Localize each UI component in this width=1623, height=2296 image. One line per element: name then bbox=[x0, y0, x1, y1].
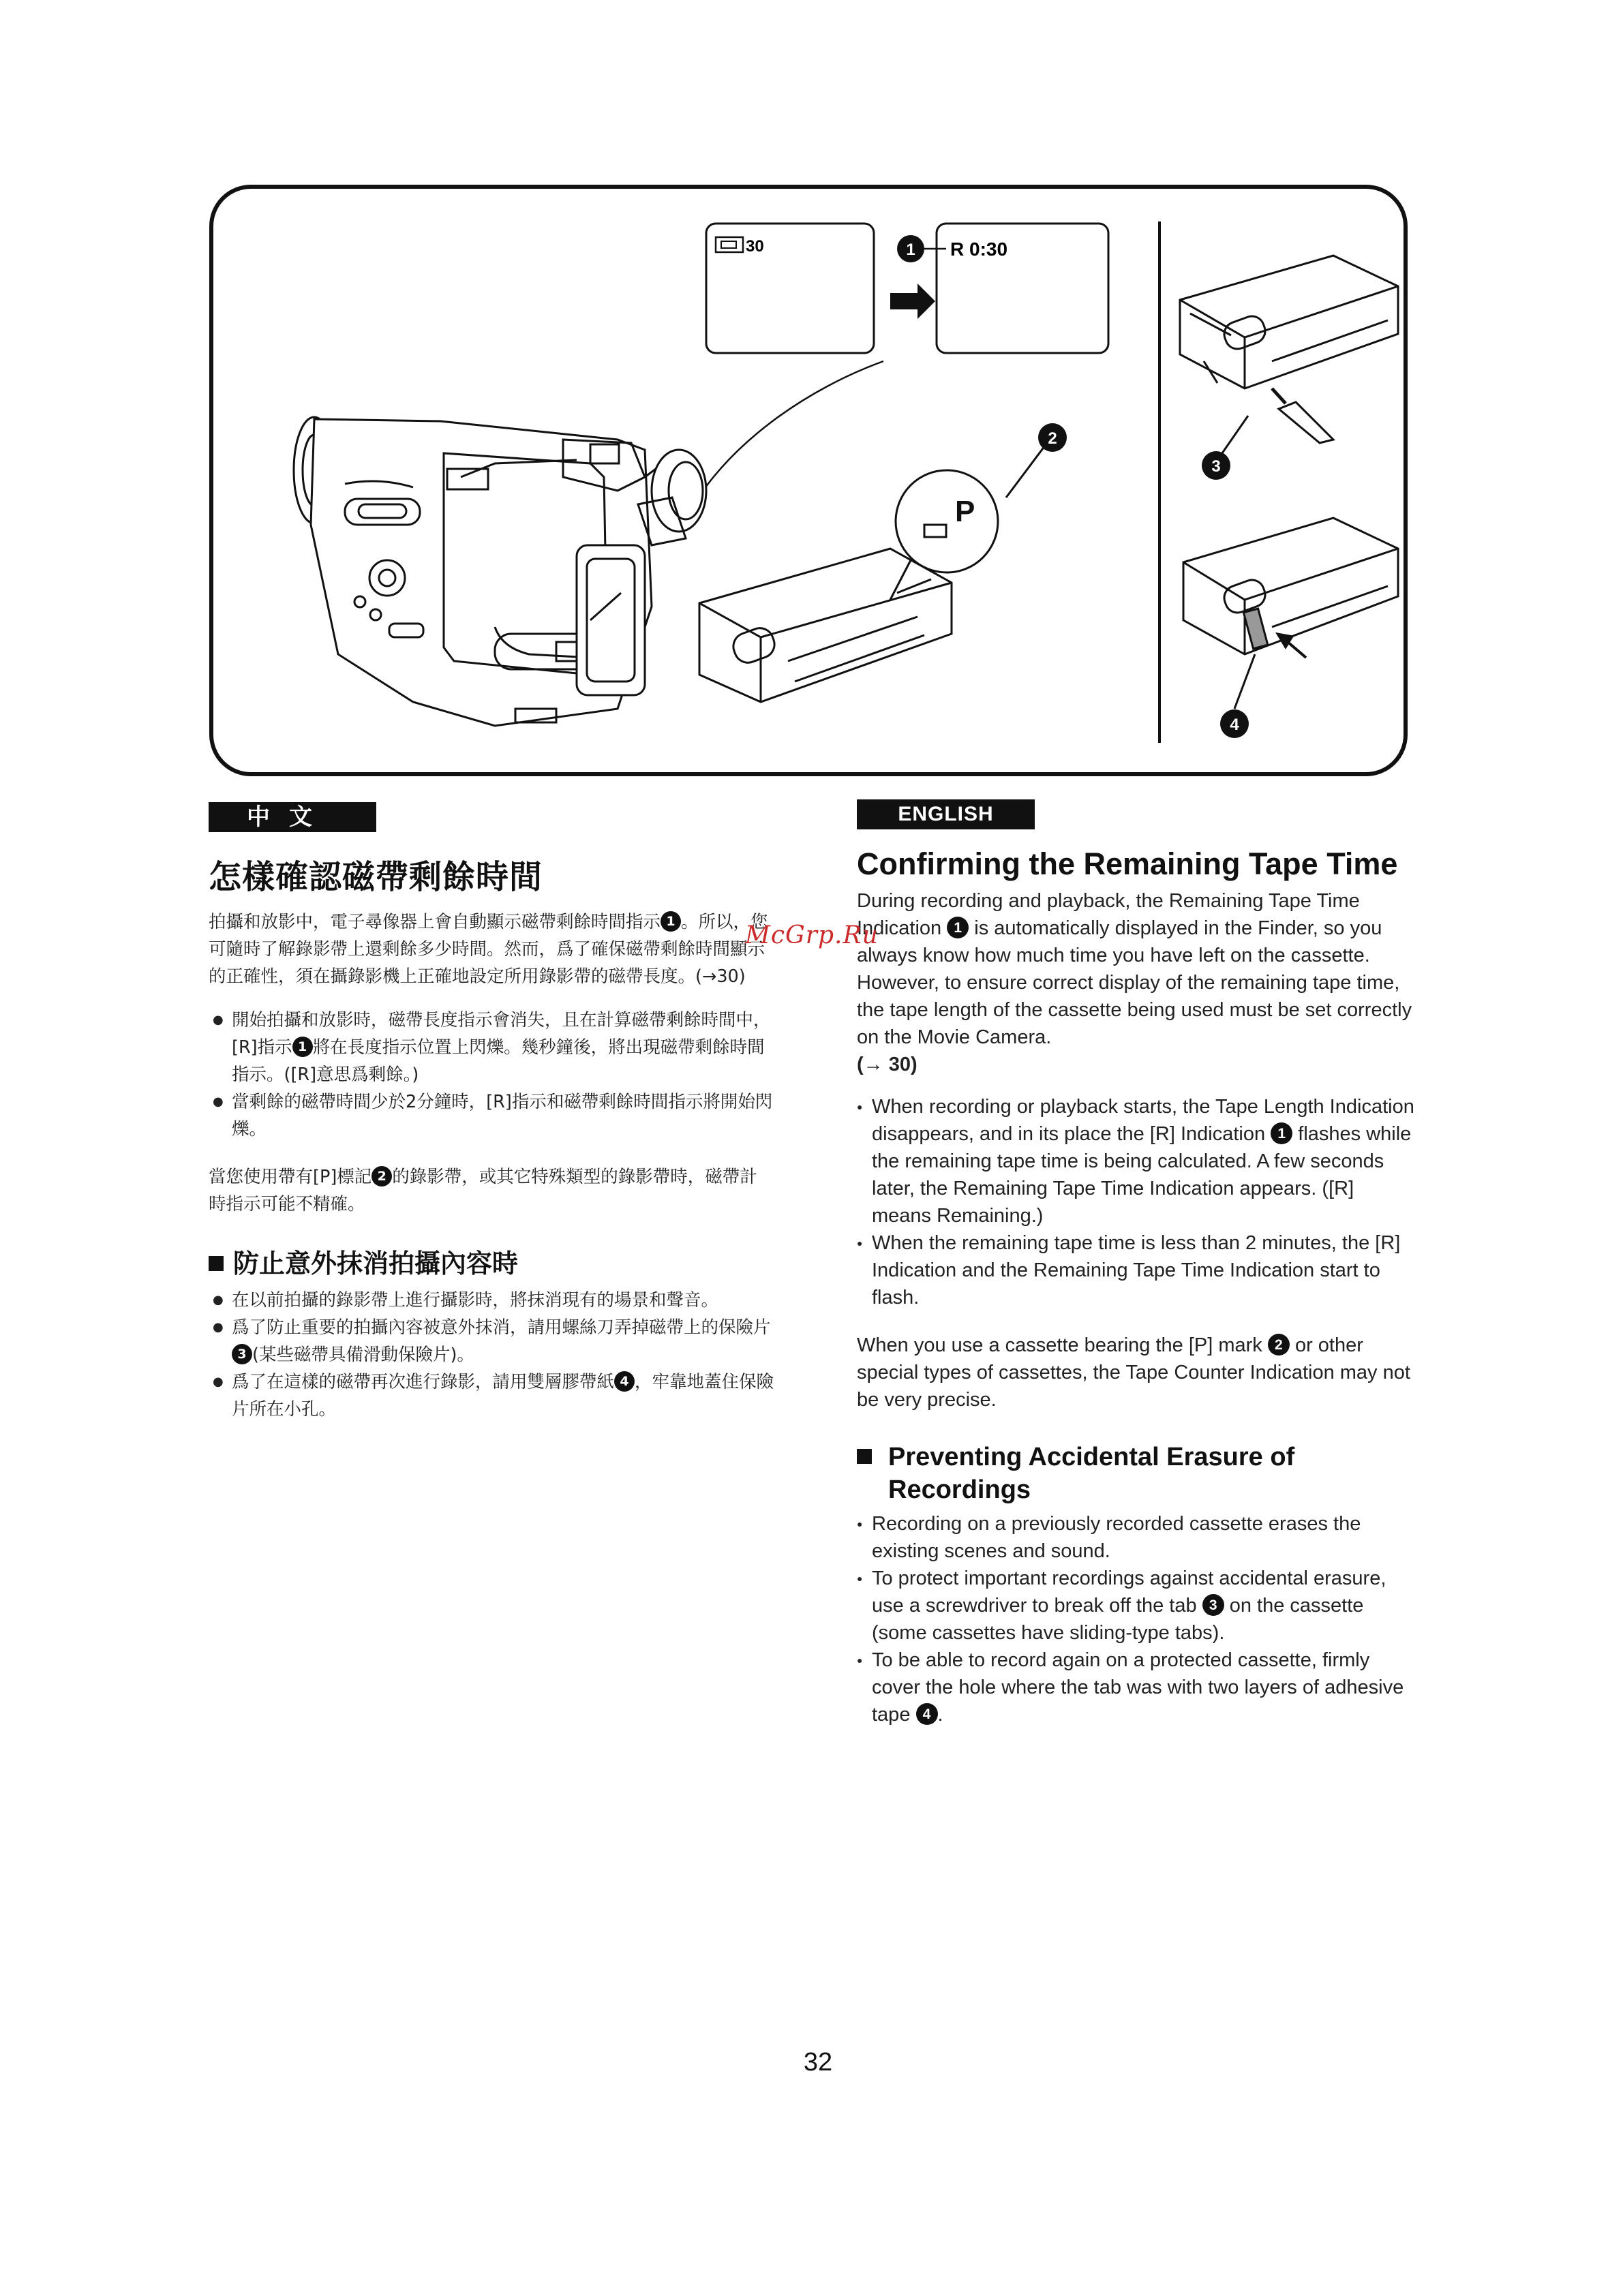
en-erasure-list bbox=[857, 1510, 1416, 1728]
marker-4-icon bbox=[1220, 654, 1255, 738]
finder-tape-length-text: 30 bbox=[746, 237, 764, 256]
marker-1-icon: 1 bbox=[661, 911, 681, 932]
p-mark-text: P bbox=[955, 495, 975, 528]
chinese-column bbox=[209, 851, 774, 1423]
zh-page-title: 怎樣確認磁帶剩餘時間 bbox=[209, 858, 543, 896]
en-p-mark-note: When you use a cassette bearing the [P] mark 2 or other special types of cassettes, the Tape Counter Indication may not be very precise. bbox=[857, 1334, 1410, 1411]
zh-intro: 拍攝和放影中，電子尋像器上會自動顯示磁帶剩餘時間指示 1 。所以，您可隨時了解錄影帶上還剩餘多少時間。然而，爲了確保磁帶剩餘時間顯示的正確性，須在攝錄影機上正確地設定所用錄影帶的磁帶長度。(→30) bbox=[209, 912, 768, 987]
list-item: ● When recording or playback starts, the Tape Length Indication disappears, and in its place the [R] Indication 1 flashes while the remaining tape time is being calculated. A few seconds later, the Remaining Tape Time Indication appears. ([R] means Remaining.) bbox=[857, 1093, 1416, 1229]
en-bullet-list bbox=[857, 1093, 1416, 1311]
zh-erasure-heading: 防止意外抹消拍攝內容時 bbox=[209, 1242, 774, 1280]
en-page-title: Confirming the Remaining Tape Time bbox=[857, 846, 1398, 881]
marker-4-icon: 4 bbox=[614, 1371, 635, 1392]
list-item: ● Recording on a previously recorded cassette erases the existing scenes and sound. bbox=[857, 1510, 1416, 1565]
marker-3-icon bbox=[1202, 416, 1248, 480]
finder-remaining-text: R 0:30 bbox=[950, 239, 1008, 260]
svg-text:1: 1 bbox=[906, 241, 915, 259]
arrow-right-icon bbox=[890, 284, 935, 319]
cassette-p-mark-drawing bbox=[699, 470, 998, 702]
marker-4-icon: 4 bbox=[916, 1703, 938, 1725]
zh-erasure-list bbox=[209, 1287, 774, 1423]
english-column bbox=[857, 845, 1416, 1728]
list-item: ● 開始拍攝和放影時，磁帶長度指示會消失，且在計算磁帶剩餘時間中，[R]指示 1 將在長度指示位置上閃爍。幾秒鐘後，將出現磁帶剩餘時間指示。([R]意思爲剩餘。) bbox=[209, 1007, 774, 1088]
marker-2-icon: 2 bbox=[1268, 1334, 1290, 1356]
marker-1-icon: 1 bbox=[947, 917, 969, 938]
marker-2-icon bbox=[1006, 423, 1067, 498]
svg-text:2: 2 bbox=[1048, 429, 1057, 448]
zh-bullet-list bbox=[209, 1007, 774, 1143]
marker-1-icon bbox=[897, 235, 924, 262]
en-erasure-heading: Preventing Accidental Erasure of Recordings bbox=[857, 1441, 1416, 1506]
list-item: ● When the remaining tape time is less than 2 minutes, the [R] Indication and the Remaining Tape Time Indication start to flash. bbox=[857, 1229, 1416, 1311]
watermark: McGrp.Ru bbox=[745, 921, 879, 949]
finder-display-after bbox=[917, 224, 1108, 353]
en-intro: During recording and playback, the Remaining Tape Time Indication 1 is automatically displayed in the Finder, so you always know how much time you have left on the cassette. However, to ensure correct display of the remaining tape time, the tape length of the cassette being used must be set correctly on the Movie Camera. (→ 30) bbox=[857, 890, 1412, 1075]
list-item: ● To protect important recordings against accidental erasure, use a screwdriver to break off the tab 3 on the cassette (some cassettes have sliding-type tabs). bbox=[857, 1565, 1416, 1647]
list-item: ● 在以前拍攝的錄影帶上進行攝影時，將抹消現有的場景和聲音。 bbox=[209, 1287, 774, 1314]
svg-text:3: 3 bbox=[1211, 457, 1221, 476]
cassette-tab-break-drawing bbox=[1180, 256, 1398, 443]
marker-1-icon: 1 bbox=[292, 1037, 313, 1057]
svg-text:4: 4 bbox=[1230, 716, 1239, 734]
finder-display-before bbox=[706, 224, 874, 353]
marker-1-icon: 1 bbox=[1271, 1122, 1292, 1144]
cassette-adhesive-tape-drawing bbox=[1183, 518, 1398, 658]
marker-3-icon: 3 bbox=[1202, 1594, 1224, 1616]
zh-p-mark-note: 當您使用帶有[P]標記 2 的錄影帶，或其它特殊類型的錄影帶時，磁帶計時指示可能不精確。 bbox=[209, 1167, 757, 1214]
square-bullet-icon bbox=[209, 1256, 224, 1271]
chinese-section-tag: 中文 bbox=[209, 802, 376, 832]
marker-3-icon: 3 bbox=[232, 1344, 252, 1364]
list-item: ● 爲了在這樣的磁帶再次進行錄影，請用雙層膠帶紙 4 ，牢靠地蓋住保險片所在小孔。 bbox=[209, 1368, 774, 1423]
marker-2-icon: 2 bbox=[371, 1166, 392, 1187]
camcorder-drawing bbox=[294, 417, 706, 726]
english-section-tag: ENGLISH bbox=[857, 799, 1035, 829]
page-number: 32 bbox=[803, 2048, 833, 2077]
square-bullet-icon bbox=[857, 1449, 872, 1464]
list-item: ● 爲了防止重要的拍攝內容被意外抹消，請用螺絲刀弄掉磁帶上的保險片3 (某些磁帶具備滑動保險片)。 bbox=[209, 1314, 774, 1368]
camcorder-illustration bbox=[209, 184, 1408, 777]
list-item: ● 當剩餘的磁帶時間少於2分鐘時，[R]指示和磁帶剩餘時間指示將開始閃爍。 bbox=[209, 1088, 774, 1143]
list-item: ● To be able to record again on a protected cassette, firmly cover the hole where the tab was with two layers of adhesive tape 4 . bbox=[857, 1647, 1416, 1728]
page-reference: (→ 30) bbox=[857, 1054, 917, 1075]
